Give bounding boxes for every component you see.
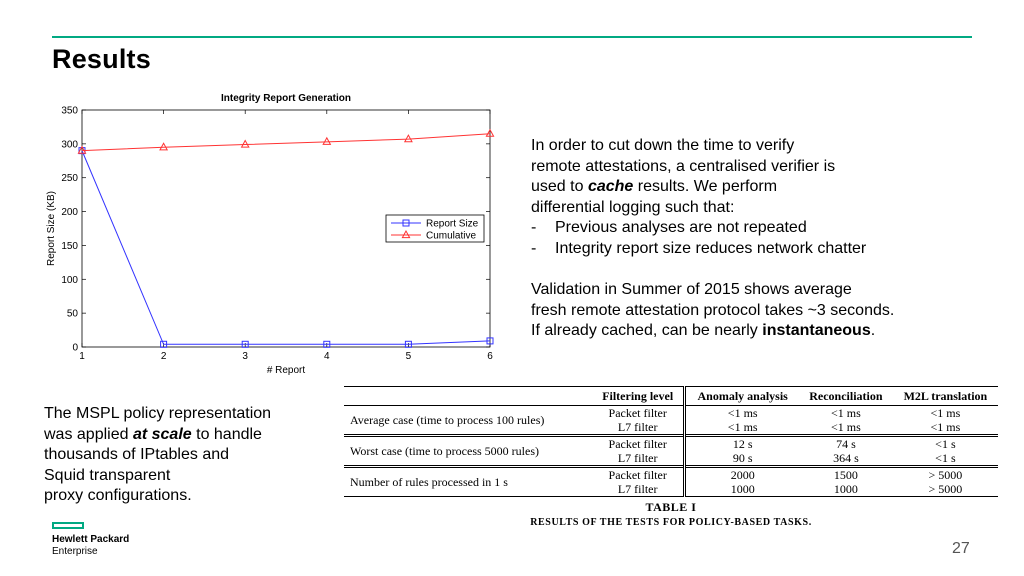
text-span: proxy configurations. bbox=[44, 487, 192, 505]
text-span: results. We perform bbox=[633, 178, 778, 196]
results-table-wrapper bbox=[344, 386, 998, 497]
table-header-cell: Anomaly analysis bbox=[697, 389, 788, 403]
table-cell: <1 ms bbox=[727, 406, 758, 420]
table-row bbox=[344, 406, 998, 421]
data-point-triangle bbox=[160, 143, 167, 150]
table-group-label: Number of rules processed in 1 s bbox=[350, 475, 508, 489]
x-axis-label: # Report bbox=[266, 365, 306, 376]
chart-title: Integrity Report Generation bbox=[220, 93, 352, 104]
left-description bbox=[44, 404, 334, 507]
results-table bbox=[344, 386, 998, 497]
table-cell: 1000 bbox=[833, 482, 858, 496]
data-point-triangle bbox=[405, 135, 412, 142]
series-line-0 bbox=[82, 151, 490, 345]
text-line bbox=[531, 321, 1001, 342]
table-cell: <1 ms bbox=[727, 420, 758, 434]
y-tick-label: 150 bbox=[61, 240, 78, 252]
text-span: If already cached, can be nearly bbox=[531, 322, 763, 340]
right-description bbox=[531, 136, 1001, 342]
bullet-item bbox=[531, 239, 1001, 260]
series-line-1 bbox=[82, 134, 490, 151]
text-span: . bbox=[870, 322, 876, 340]
legend-label: Report Size bbox=[426, 218, 479, 230]
text-line bbox=[531, 136, 1001, 157]
text-line bbox=[44, 404, 334, 425]
text-span: fresh remote attestation protocol takes ~3 seconds. bbox=[531, 301, 895, 319]
table-header-row bbox=[344, 387, 998, 406]
text-span: used to bbox=[531, 178, 588, 196]
text-span: remote attestations, a centralised verifier is bbox=[531, 157, 836, 175]
table-cell: L7 filter bbox=[592, 482, 685, 497]
slide-title: Results bbox=[52, 44, 151, 74]
paragraph-gap bbox=[531, 260, 1001, 281]
table-row bbox=[344, 467, 998, 483]
bullet-dash: - bbox=[531, 219, 537, 237]
text-span: was applied bbox=[44, 425, 133, 443]
text-line bbox=[531, 157, 1001, 178]
text-span: Validation in Summer of 2015 shows average bbox=[531, 281, 852, 299]
table-cell: <1 s bbox=[935, 437, 956, 451]
emphasis-text: instantaneous bbox=[762, 322, 871, 340]
y-tick-label: 300 bbox=[61, 139, 78, 151]
text-span: Squid transparent bbox=[44, 466, 171, 484]
table-cell: > 5000 bbox=[928, 468, 963, 482]
chart-svg bbox=[40, 88, 502, 376]
table-cell: 1000 bbox=[730, 482, 755, 496]
y-tick-label: 200 bbox=[61, 207, 78, 219]
table-cell: 1500 bbox=[833, 468, 858, 482]
bullet-item bbox=[531, 218, 1001, 239]
table-cell: <1 ms bbox=[930, 406, 961, 420]
table-caption-text: RESULTS OF THE TESTS FOR POLICY-BASED TASKS. bbox=[530, 517, 812, 528]
y-tick-label: 50 bbox=[66, 308, 78, 320]
text-line bbox=[44, 466, 334, 487]
table-cell: Packet filter bbox=[592, 406, 685, 421]
text-line bbox=[531, 301, 1001, 322]
table-group-label: Average case (time to process 100 rules) bbox=[350, 413, 545, 427]
table-cell: 74 s bbox=[836, 437, 856, 451]
table-cell: 2000 bbox=[730, 468, 755, 482]
text-line bbox=[531, 280, 1001, 301]
table-cell: <1 s bbox=[935, 451, 956, 465]
y-axis-label: Report Size (KB) bbox=[46, 190, 57, 267]
text-span: differential logging such that: bbox=[531, 198, 735, 216]
x-tick-label: 3 bbox=[242, 351, 248, 362]
hpe-logo-line1: Hewlett Packard bbox=[52, 534, 130, 545]
table-cell: Packet filter bbox=[592, 436, 685, 452]
table-cell: L7 filter bbox=[592, 420, 685, 436]
hpe-logo bbox=[52, 522, 129, 558]
table-header-cell: Reconciliation bbox=[809, 389, 883, 403]
emphasis-text: at scale bbox=[132, 425, 192, 443]
table-caption bbox=[344, 500, 998, 528]
text-line bbox=[531, 177, 1001, 198]
table-caption-number: TABLE I bbox=[645, 500, 697, 514]
table-cell: > 5000 bbox=[928, 482, 963, 496]
table-cell: <1 ms bbox=[831, 420, 861, 434]
y-tick-label: 250 bbox=[61, 173, 78, 185]
table-header-cell bbox=[344, 387, 592, 406]
page-number: 27 bbox=[952, 540, 970, 557]
bullet-dash: - bbox=[531, 239, 537, 257]
x-tick-label: 6 bbox=[487, 351, 493, 362]
x-tick-label: 2 bbox=[160, 351, 167, 362]
table-row bbox=[344, 436, 998, 452]
y-tick-label: 100 bbox=[61, 274, 78, 286]
text-span: thousands of IPtables and bbox=[44, 446, 230, 464]
table-cell: L7 filter bbox=[592, 451, 685, 467]
x-tick-label: 4 bbox=[324, 351, 330, 362]
hpe-logo-element-icon bbox=[52, 522, 84, 529]
table-cell: 90 s bbox=[732, 451, 753, 465]
x-tick-label: 1 bbox=[79, 351, 85, 362]
data-point-triangle bbox=[323, 138, 330, 145]
text-line bbox=[44, 445, 334, 466]
y-tick-label: 350 bbox=[61, 105, 78, 117]
data-point-triangle bbox=[242, 141, 249, 148]
table-header-cell: M2L translation bbox=[903, 389, 988, 403]
bullet-text: Integrity report size reduces network chatter bbox=[555, 239, 867, 257]
table-cell: 12 s bbox=[732, 437, 753, 451]
legend-label: Cumulative bbox=[426, 230, 477, 242]
integrity-report-chart bbox=[40, 88, 502, 376]
text-line bbox=[44, 425, 334, 446]
x-tick-label: 5 bbox=[405, 351, 412, 362]
table-cell: 364 s bbox=[833, 451, 859, 465]
text-span: In order to cut down the time to verify bbox=[531, 137, 795, 154]
emphasis-text: cache bbox=[587, 178, 634, 196]
text-line bbox=[44, 486, 334, 507]
text-line bbox=[531, 198, 1001, 219]
bullet-text: Previous analyses are not repeated bbox=[555, 219, 807, 237]
table-cell: <1 ms bbox=[831, 406, 861, 420]
text-span: to handle bbox=[191, 425, 262, 443]
hpe-logo-line2: Enterprise bbox=[52, 546, 98, 557]
table-cell: <1 ms bbox=[930, 420, 961, 434]
table-header-cell: Filtering level bbox=[592, 387, 685, 406]
text-span: The MSPL policy representation bbox=[44, 405, 272, 422]
top-accent-line bbox=[52, 36, 972, 38]
table-group-label: Worst case (time to process 5000 rules) bbox=[350, 444, 539, 458]
table-cell: Packet filter bbox=[592, 467, 685, 483]
y-tick-label: 0 bbox=[72, 342, 78, 354]
